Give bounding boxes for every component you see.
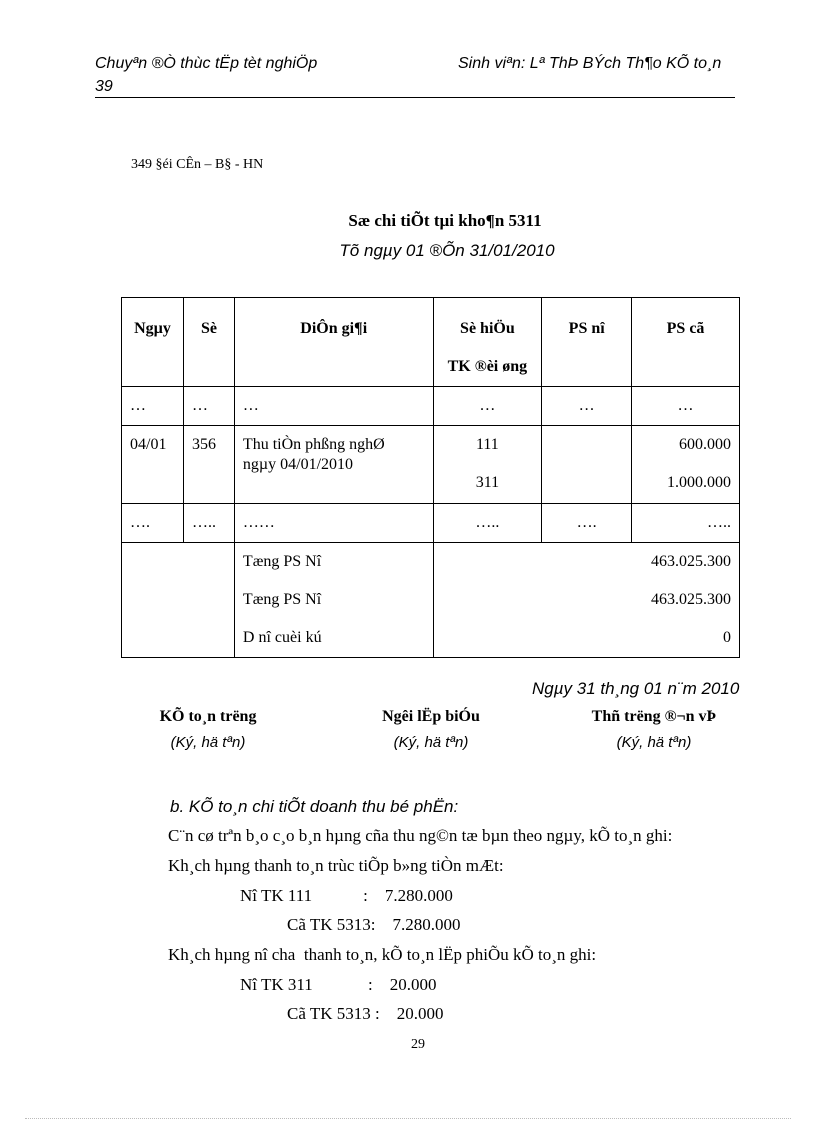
cell-credit	[632, 426, 740, 504]
header-page-number: 39	[95, 78, 113, 95]
signature-head-of-unit	[554, 708, 754, 751]
cell-credit: …..	[632, 504, 740, 543]
cell-account	[433, 426, 542, 504]
col-account-header	[433, 298, 542, 387]
cell-debit: …	[542, 387, 632, 426]
col-debit-header: PS nî	[542, 298, 632, 387]
col-credit-header: PS cã	[632, 298, 740, 387]
cell-date: …	[122, 387, 184, 426]
signature-role: Ngêi lËp biÓu	[382, 708, 480, 725]
section-heading: b. KÕ to¸n chi tiÕt doanh thu bé phËn:	[170, 797, 459, 816]
cell-account: …	[433, 387, 542, 426]
section-para-3: Kh¸ch hµng nî cha thanh to¸n, kÕ to¸n lËp phiÕu kÕ to¸n ghi:	[168, 945, 597, 964]
cell-credit: …	[632, 387, 740, 426]
cell-debit	[542, 426, 632, 504]
signature-preparer	[331, 708, 531, 751]
address: 349 §éi CÊn – B§ - HN	[131, 157, 264, 172]
cell-desc: …	[234, 387, 433, 426]
signature-role: Thñ trëng ®¬n vÞ	[591, 708, 717, 725]
signature-note: (Ký, hä tªn)	[170, 734, 246, 751]
report-title: Sæ chi tiÕt tµi kho¶n 5311	[348, 211, 542, 230]
cell-date: ….	[122, 504, 184, 543]
cell-date: 04/01	[122, 426, 184, 504]
ledger-table	[121, 297, 740, 658]
summary-label-2: Tæng PS Nî	[242, 591, 322, 608]
summary-value-3: 0	[723, 629, 731, 646]
summary-value-2: 463.025.300	[651, 591, 731, 608]
summary-label-1: Tæng PS Nî	[242, 553, 322, 570]
summary-row	[122, 543, 740, 658]
cell-desc-line1: Thu tiÒn phßng nghØ	[242, 436, 385, 453]
cell-credit-line2: 1.000.000	[667, 474, 731, 491]
entry-2-debit: Nî TK 311 : 20.000	[240, 975, 437, 994]
table-row	[122, 387, 740, 426]
table-header-row	[122, 298, 740, 387]
entry-1-debit: Nî TK 111 : 7.280.000	[240, 886, 453, 905]
cell-number: 356	[183, 426, 234, 504]
cell-credit-line1: 600.000	[679, 436, 731, 453]
cell-account-line2: 311	[475, 474, 500, 491]
signature-note: (Ký, hä tªn)	[393, 734, 469, 751]
cell-desc: ……	[234, 504, 433, 543]
signature-role: KÕ to¸n trëng	[159, 708, 257, 725]
cell-desc-line2: ngµy 04/01/2010	[242, 456, 354, 473]
header-divider	[95, 97, 735, 98]
header-left-title: Chuyªn ®Ò thùc tËp tèt nghiÖp	[95, 55, 318, 72]
col-account-header-line2: TK ®èi øng	[447, 358, 528, 375]
cell-number: …..	[183, 504, 234, 543]
summary-label-3: D nî cuèi kú	[242, 629, 322, 646]
col-date-header: Ngµy	[122, 298, 184, 387]
signature-chief-accountant	[108, 708, 308, 751]
cell-account: …..	[433, 504, 542, 543]
summary-labels	[234, 543, 433, 658]
signature-note: (Ký, hä tªn)	[616, 734, 692, 751]
section-para-2: Kh¸ch hµng thanh to¸n trùc tiÕp b»ng tiÒn mÆt:	[168, 856, 504, 875]
cell-desc	[234, 426, 433, 504]
col-number-header: Sè	[183, 298, 234, 387]
section-para-1: C¨n cø trªn b¸o c¸o b¸n hµng cña thu ng©n tæ bµn theo ngµy, kÕ to¸n ghi:	[168, 826, 673, 845]
summary-values	[433, 543, 740, 658]
header-right-title: Sinh viªn: Lª ThÞ BÝch Th¶o KÕ to¸n	[458, 55, 722, 72]
date-line: Ngµy 31 th¸ng 01 n¨m 2010	[532, 679, 740, 698]
report-subtitle: Tõ ngµy 01 ®Õn 31/01/2010	[339, 241, 555, 260]
cell-number: …	[183, 387, 234, 426]
col-desc-header: DiÔn gi¶i	[234, 298, 433, 387]
summary-value-1: 463.025.300	[651, 553, 731, 570]
col-account-header-line1: Sè hiÖu	[460, 320, 515, 337]
entry-2-credit: Cã TK 5313 : 20.000	[287, 1004, 444, 1023]
cell-debit: ….	[542, 504, 632, 543]
summary-blank	[122, 543, 235, 658]
table-row	[122, 426, 740, 504]
table-row	[122, 504, 740, 543]
footer-divider	[25, 1118, 791, 1119]
cell-account-line1: 111	[475, 436, 499, 453]
entry-1-credit: Cã TK 5313: 7.280.000	[287, 915, 461, 934]
page-number: 29	[411, 1037, 425, 1052]
